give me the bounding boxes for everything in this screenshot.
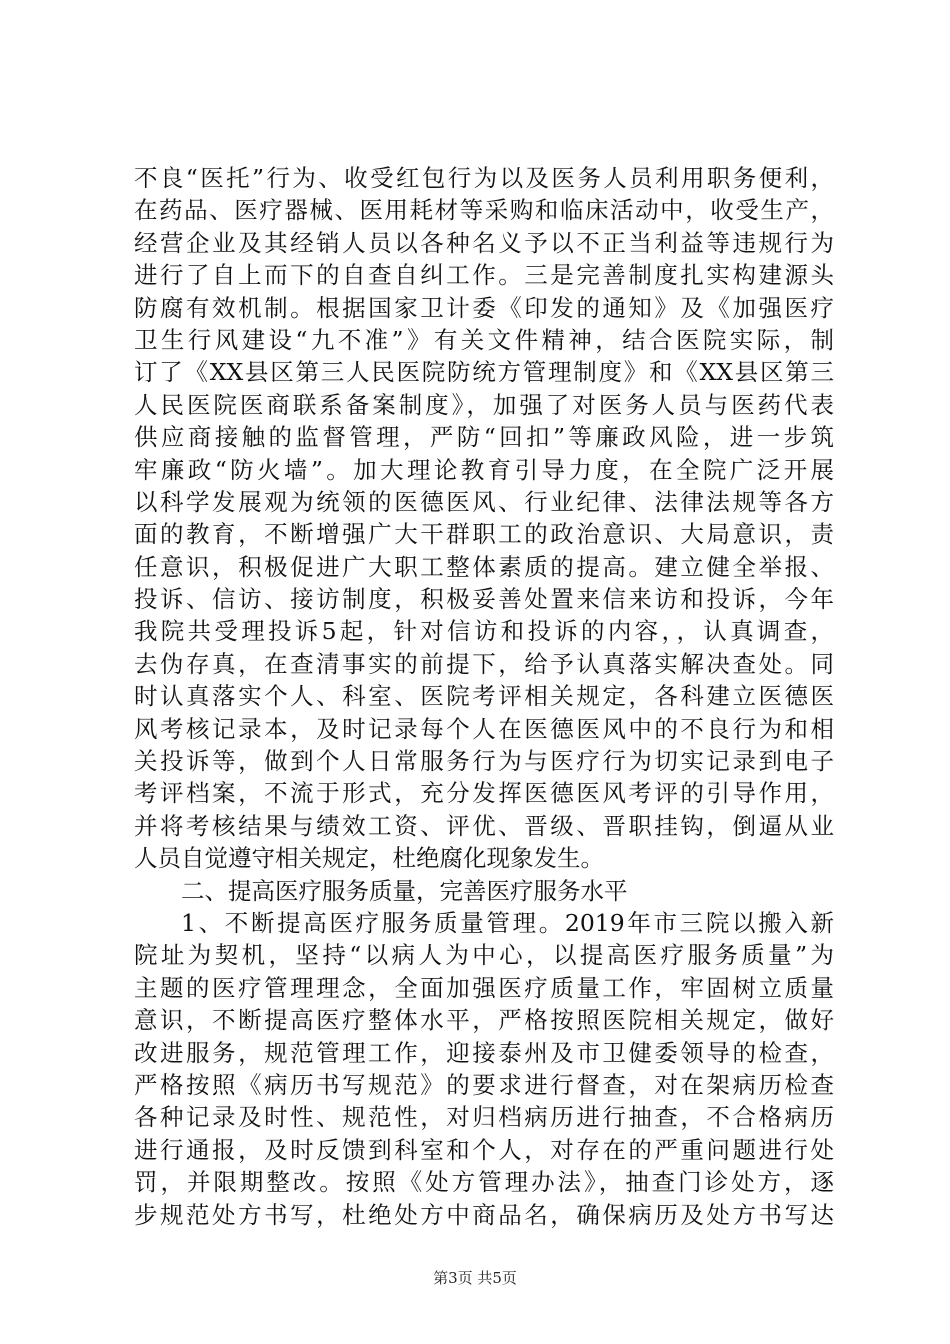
text-line: 在药品、医疗器械、医用耗材等采购和临床活动中，收受生产，	[134, 196, 834, 225]
text-line: 我院共受理投诉5起，针对信访和投诉的内容，，认真调查，	[134, 617, 834, 646]
text-line: 严格按照《病历书写规范》的要求进行督查，对在架病历检查	[134, 1070, 834, 1099]
paragraph-start-line: 1、不断提高医疗服务质量管理。2019年市三院以搬入新	[181, 908, 834, 937]
text-line: 以科学发展观为统领的医德医风、行业纪律、法律法规等各方	[134, 487, 834, 516]
text-line: 罚，并限期整改。按照《处方管理办法》，抽查门诊处方，逐	[134, 1168, 834, 1197]
text-line: 经营企业及其经销人员以各种名义予以不正当利益等违规行为	[134, 228, 834, 257]
text-line: 不良“医托”行为、收受红包行为以及医务人员利用职务便利，	[134, 164, 834, 192]
text-line: 牢廉政“防火墙”。加大理论教育引导力度，在全院广泛开展	[134, 455, 834, 484]
text-line: 面的教育，不断增强广大干群职工的政治意识、大局意识，责	[134, 520, 834, 549]
text-line: 人民医院医商联系备案制度》，加强了对医务人员与医药代表	[134, 390, 834, 419]
page-footer	[0, 1268, 950, 1288]
text-line: 关投诉等，做到个人日常服务行为与医疗行为切实记录到电子	[134, 747, 834, 776]
text-line: 进行了自上而下的自查自纠工作。三是完善制度扎实构建源头	[134, 261, 834, 290]
text-line: 订了《XX县区第三人民医院防统方管理制度》和《XX县区第三	[134, 358, 834, 387]
text-line: 改进服务，规范管理工作，迎接泰州及市卫健委领导的检查，	[134, 1038, 834, 1067]
text-line: 去伪存真，在查清事实的前提下，给予认真落实解决查处。同	[134, 649, 834, 678]
section-heading: 二、提高医疗服务质量，完善医疗服务水平	[181, 876, 628, 905]
text-line: 考评档案，不流于形式，充分发挥医德医风考评的引导作用，	[134, 779, 834, 808]
text-line: 卫生行风建设“九不准”》有关文件精神，结合医院实际，制	[134, 325, 834, 354]
text-line: 供应商接触的监督管理，严防“回扣”等廉政风险，进一步筑	[134, 423, 834, 452]
text-line: 意识，不断提高医疗整体水平，严格按照医院相关规定，做好	[134, 1006, 834, 1035]
text-line: 主题的医疗管理理念，全面加强医疗质量工作，牢固树立质量	[134, 973, 834, 1002]
text-line: 院址为契机，坚持“以病人为中心，以提高医疗服务质量”为	[134, 941, 834, 970]
text-line: 各种记录及时性、规范性，对归档病历进行抽查，不合格病历	[134, 1103, 834, 1132]
page-number: 第3页 共5页	[433, 1269, 517, 1287]
text-line: 步规范处方书写，杜绝处方中商品名，确保病历及处方书写达	[134, 1200, 834, 1229]
text-line: 并将考核结果与绩效工资、评优、晋级、晋职挂钩，倒逼从业	[134, 811, 834, 840]
text-line: 任意识，积极促进广大职工整体素质的提高。建立健全举报、	[134, 552, 834, 581]
document-body	[134, 162, 834, 1231]
text-line: 进行通报，及时反馈到科室和个人，对存在的严重问题进行处	[134, 1135, 834, 1164]
paragraph-end-line: 人员自觉遵守相关规定，杜绝腐化现象发生。	[134, 844, 604, 873]
text-line: 投诉、信访、接访制度，积极妥善处置来信来访和投诉，今年	[134, 585, 834, 614]
text-line: 风考核记录本，及时记录每个人在医德医风中的不良行为和相	[134, 714, 834, 743]
text-line: 时认真落实个人、科室、医院考评相关规定，各科建立医德医	[134, 682, 834, 711]
text-line: 防腐有效机制。根据国家卫计委《印发的通知》及《加强医疗	[134, 293, 834, 322]
